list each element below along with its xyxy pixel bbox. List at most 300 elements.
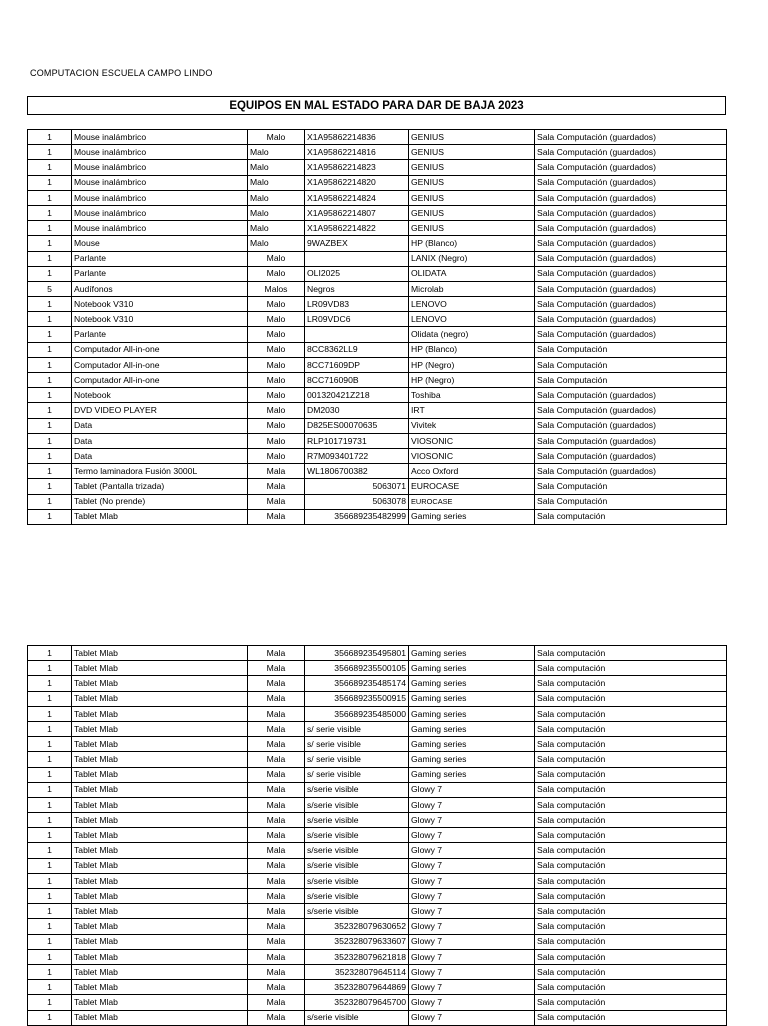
- table-row: [28, 737, 727, 752]
- description-cell: Tablet Mlab: [72, 691, 248, 706]
- description-cell: Tablet (Pantalla trizada): [72, 479, 248, 494]
- brand-cell: Toshiba: [409, 388, 535, 403]
- quantity-cell: 1: [28, 706, 72, 721]
- brand-cell: Glowy 7: [409, 858, 535, 873]
- quantity-cell: 1: [28, 403, 72, 418]
- table-row: [28, 479, 727, 494]
- brand-cell: Gaming series: [409, 691, 535, 706]
- state-cell: Malo: [248, 190, 305, 205]
- brand-cell: Gaming series: [409, 676, 535, 691]
- quantity-cell: 1: [28, 130, 72, 145]
- quantity-cell: 1: [28, 312, 72, 327]
- quantity-cell: 1: [28, 342, 72, 357]
- brand-cell: Glowy 7: [409, 873, 535, 888]
- serial-cell: X1A95862214824: [305, 190, 409, 205]
- quantity-cell: 1: [28, 433, 72, 448]
- table-row: [28, 433, 727, 448]
- location-cell: Sala Computación: [535, 479, 727, 494]
- description-cell: Mouse: [72, 236, 248, 251]
- serial-cell: 8CC71609DP: [305, 357, 409, 372]
- quantity-cell: 1: [28, 175, 72, 190]
- location-cell: Sala computación: [535, 828, 727, 843]
- quantity-cell: 1: [28, 1010, 72, 1025]
- location-cell: Sala computación: [535, 813, 727, 828]
- quantity-cell: 1: [28, 145, 72, 160]
- quantity-cell: 1: [28, 949, 72, 964]
- quantity-cell: 1: [28, 357, 72, 372]
- location-cell: Sala computación: [535, 934, 727, 949]
- state-cell: Malo: [248, 342, 305, 357]
- serial-cell: 352328079630652: [305, 919, 409, 934]
- serial-cell: X1A95862214823: [305, 160, 409, 175]
- description-cell: Tablet Mlab: [72, 752, 248, 767]
- state-cell: Malo: [248, 357, 305, 372]
- description-cell: DVD VIDEO PLAYER: [72, 403, 248, 418]
- description-cell: Tablet Mlab: [72, 721, 248, 736]
- table-row: [28, 797, 727, 812]
- description-cell: Tablet Mlab: [72, 737, 248, 752]
- quantity-cell: 1: [28, 479, 72, 494]
- description-cell: Data: [72, 433, 248, 448]
- brand-cell: Glowy 7: [409, 813, 535, 828]
- serial-cell: s/ serie visible: [305, 721, 409, 736]
- serial-cell: [305, 251, 409, 266]
- serial-cell: 8CC716090B: [305, 373, 409, 388]
- serial-cell: s/ serie visible: [305, 752, 409, 767]
- description-cell: Notebook V310: [72, 312, 248, 327]
- description-cell: Tablet Mlab: [72, 843, 248, 858]
- state-cell: Mala: [248, 479, 305, 494]
- quantity-cell: 1: [28, 767, 72, 782]
- location-cell: Sala computación: [535, 782, 727, 797]
- table-row: [28, 646, 727, 661]
- brand-cell: GENIUS: [409, 190, 535, 205]
- location-cell: Sala Computación (guardados): [535, 236, 727, 251]
- serial-cell: s/serie visible: [305, 813, 409, 828]
- table-row: [28, 1010, 727, 1025]
- state-cell: Mala: [248, 464, 305, 479]
- quantity-cell: 1: [28, 873, 72, 888]
- brand-cell: Gaming series: [409, 767, 535, 782]
- quantity-cell: 1: [28, 448, 72, 463]
- table-row: [28, 403, 727, 418]
- table-row: [28, 312, 727, 327]
- description-cell: Mouse inalámbrico: [72, 160, 248, 175]
- brand-cell: GENIUS: [409, 205, 535, 220]
- brand-cell: Gaming series: [409, 752, 535, 767]
- quantity-cell: 1: [28, 828, 72, 843]
- location-cell: Sala computación: [535, 646, 727, 661]
- quantity-cell: 1: [28, 964, 72, 979]
- state-cell: Mala: [248, 949, 305, 964]
- description-cell: Mouse inalámbrico: [72, 130, 248, 145]
- location-cell: Sala Computación (guardados): [535, 448, 727, 463]
- table-row: [28, 190, 727, 205]
- serial-cell: X1A95862214836: [305, 130, 409, 145]
- table-row: [28, 706, 727, 721]
- location-cell: Sala Computación: [535, 494, 727, 509]
- state-cell: Malo: [248, 403, 305, 418]
- location-cell: Sala Computación: [535, 342, 727, 357]
- state-cell: Malo: [248, 297, 305, 312]
- table-row: [28, 175, 727, 190]
- serial-cell: R7M093401722: [305, 448, 409, 463]
- location-cell: Sala Computación (guardados): [535, 221, 727, 236]
- state-cell: Malo: [248, 433, 305, 448]
- brand-cell: GENIUS: [409, 160, 535, 175]
- brand-cell: GENIUS: [409, 145, 535, 160]
- location-cell: Sala computación: [535, 676, 727, 691]
- table-row: [28, 858, 727, 873]
- state-cell: Mala: [248, 661, 305, 676]
- quantity-cell: 1: [28, 236, 72, 251]
- state-cell: Mala: [248, 509, 305, 524]
- table-row: [28, 130, 727, 145]
- serial-cell: X1A95862214820: [305, 175, 409, 190]
- brand-cell: Glowy 7: [409, 843, 535, 858]
- brand-cell: VIOSONIC: [409, 448, 535, 463]
- brand-cell: Gaming series: [409, 706, 535, 721]
- quantity-cell: 1: [28, 190, 72, 205]
- state-cell: Mala: [248, 797, 305, 812]
- serial-cell: 352328079633607: [305, 934, 409, 949]
- serial-cell: s/serie visible: [305, 797, 409, 812]
- table-row: [28, 964, 727, 979]
- brand-cell: Glowy 7: [409, 919, 535, 934]
- description-cell: Computador All-in-one: [72, 357, 248, 372]
- description-cell: Tablet Mlab: [72, 904, 248, 919]
- serial-cell: D825ES00070635: [305, 418, 409, 433]
- table-row: [28, 297, 727, 312]
- serial-cell: 356689235500915: [305, 691, 409, 706]
- table-row: [28, 949, 727, 964]
- state-cell: Mala: [248, 676, 305, 691]
- description-cell: Notebook V310: [72, 297, 248, 312]
- location-cell: Sala computación: [535, 964, 727, 979]
- description-cell: Computador All-in-one: [72, 342, 248, 357]
- location-cell: Sala computación: [535, 737, 727, 752]
- brand-cell: Glowy 7: [409, 797, 535, 812]
- quantity-cell: 1: [28, 995, 72, 1010]
- table-row: [28, 661, 727, 676]
- table-row: [28, 205, 727, 220]
- table-row: [28, 509, 727, 524]
- school-header: COMPUTACION ESCUELA CAMPO LINDO: [30, 68, 213, 78]
- brand-cell: Olidata (negro): [409, 327, 535, 342]
- location-cell: Sala Computación (guardados): [535, 205, 727, 220]
- brand-cell: Glowy 7: [409, 904, 535, 919]
- brand-cell: Glowy 7: [409, 934, 535, 949]
- state-cell: Mala: [248, 828, 305, 843]
- table-row: [28, 327, 727, 342]
- description-cell: Mouse inalámbrico: [72, 145, 248, 160]
- serial-cell: 352328079644869: [305, 980, 409, 995]
- location-cell: Sala Computación (guardados): [535, 297, 727, 312]
- description-cell: Computador All-in-one: [72, 373, 248, 388]
- serial-cell: s/serie visible: [305, 904, 409, 919]
- description-cell: Tablet Mlab: [72, 964, 248, 979]
- description-cell: Tablet Mlab: [72, 919, 248, 934]
- serial-cell: s/serie visible: [305, 843, 409, 858]
- table-row: [28, 251, 727, 266]
- quantity-cell: 1: [28, 889, 72, 904]
- description-cell: Tablet Mlab: [72, 1010, 248, 1025]
- brand-cell: HP (Negro): [409, 373, 535, 388]
- state-cell: Mala: [248, 813, 305, 828]
- serial-cell: X1A95862214807: [305, 205, 409, 220]
- serial-cell: s/serie visible: [305, 873, 409, 888]
- location-cell: Sala computación: [535, 858, 727, 873]
- brand-cell: Gaming series: [409, 661, 535, 676]
- description-cell: Tablet Mlab: [72, 949, 248, 964]
- brand-cell: Vivitek: [409, 418, 535, 433]
- brand-cell: HP (Blanco): [409, 236, 535, 251]
- quantity-cell: 1: [28, 221, 72, 236]
- serial-cell: s/serie visible: [305, 889, 409, 904]
- description-cell: Tablet Mlab: [72, 858, 248, 873]
- serial-cell: 5063078: [305, 494, 409, 509]
- table-row: [28, 752, 727, 767]
- quantity-cell: 1: [28, 752, 72, 767]
- location-cell: Sala Computación: [535, 357, 727, 372]
- brand-cell: Gaming series: [409, 646, 535, 661]
- location-cell: Sala computación: [535, 843, 727, 858]
- serial-cell: 9WAZBEX: [305, 236, 409, 251]
- brand-cell: GENIUS: [409, 221, 535, 236]
- table-row: [28, 721, 727, 736]
- serial-cell: DM2030: [305, 403, 409, 418]
- state-cell: Mala: [248, 934, 305, 949]
- table-row: [28, 995, 727, 1010]
- state-cell: Mala: [248, 858, 305, 873]
- description-cell: Data: [72, 448, 248, 463]
- quantity-cell: 1: [28, 205, 72, 220]
- brand-cell: EUROCASE: [409, 479, 535, 494]
- quantity-cell: 1: [28, 980, 72, 995]
- brand-cell: Glowy 7: [409, 889, 535, 904]
- table-row: [28, 221, 727, 236]
- description-cell: Tablet Mlab: [72, 873, 248, 888]
- table-row: [28, 889, 727, 904]
- state-cell: Malo: [248, 448, 305, 463]
- description-cell: Tablet Mlab: [72, 828, 248, 843]
- serial-cell: s/ serie visible: [305, 737, 409, 752]
- table-row: [28, 813, 727, 828]
- description-cell: Termo laminadora Fusión 3000L: [72, 464, 248, 479]
- serial-cell: LR09VDC6: [305, 312, 409, 327]
- description-cell: Tablet Mlab: [72, 889, 248, 904]
- serial-cell: Negros: [305, 281, 409, 296]
- description-cell: Mouse inalámbrico: [72, 190, 248, 205]
- state-cell: Mala: [248, 919, 305, 934]
- description-cell: Mouse inalámbrico: [72, 205, 248, 220]
- state-cell: Malo: [248, 145, 305, 160]
- state-cell: Malo: [248, 175, 305, 190]
- quantity-cell: 1: [28, 797, 72, 812]
- quantity-cell: 5: [28, 281, 72, 296]
- quantity-cell: 1: [28, 509, 72, 524]
- quantity-cell: 1: [28, 373, 72, 388]
- brand-cell: GENIUS: [409, 130, 535, 145]
- location-cell: Sala computación: [535, 691, 727, 706]
- table-row: [28, 934, 727, 949]
- table-row: [28, 145, 727, 160]
- brand-cell: HP (Negro): [409, 357, 535, 372]
- location-cell: Sala computación: [535, 873, 727, 888]
- brand-cell: LENOVO: [409, 312, 535, 327]
- quantity-cell: 1: [28, 297, 72, 312]
- state-cell: Mala: [248, 1010, 305, 1025]
- serial-cell: s/serie visible: [305, 1010, 409, 1025]
- serial-cell: s/serie visible: [305, 858, 409, 873]
- table-row: [28, 494, 727, 509]
- quantity-cell: 1: [28, 160, 72, 175]
- state-cell: Malo: [248, 221, 305, 236]
- location-cell: Sala computación: [535, 509, 727, 524]
- table-row: [28, 448, 727, 463]
- serial-cell: X1A95862214822: [305, 221, 409, 236]
- table-row: [28, 919, 727, 934]
- serial-cell: 356689235495801: [305, 646, 409, 661]
- location-cell: Sala Computación (guardados): [535, 130, 727, 145]
- state-cell: Mala: [248, 782, 305, 797]
- location-cell: Sala Computación (guardados): [535, 251, 727, 266]
- brand-cell: Gaming series: [409, 737, 535, 752]
- serial-cell: s/serie visible: [305, 782, 409, 797]
- location-cell: Sala computación: [535, 904, 727, 919]
- description-cell: Tablet Mlab: [72, 509, 248, 524]
- quantity-cell: 1: [28, 934, 72, 949]
- state-cell: Malo: [248, 312, 305, 327]
- description-cell: Mouse inalámbrico: [72, 175, 248, 190]
- serial-cell: 5063071: [305, 479, 409, 494]
- brand-cell: OLIDATA: [409, 266, 535, 281]
- quantity-cell: 1: [28, 676, 72, 691]
- quantity-cell: 1: [28, 691, 72, 706]
- table-row: [28, 904, 727, 919]
- table-row: [28, 767, 727, 782]
- state-cell: Malo: [248, 205, 305, 220]
- table-row: [28, 388, 727, 403]
- state-cell: Malo: [248, 388, 305, 403]
- table-row: [28, 342, 727, 357]
- description-cell: Tablet Mlab: [72, 995, 248, 1010]
- location-cell: Sala computación: [535, 1010, 727, 1025]
- inventory-table-2: [27, 645, 727, 1026]
- serial-cell: 352328079645114: [305, 964, 409, 979]
- table-row: [28, 357, 727, 372]
- state-cell: Mala: [248, 752, 305, 767]
- state-cell: Malo: [248, 327, 305, 342]
- quantity-cell: 1: [28, 721, 72, 736]
- serial-cell: [305, 327, 409, 342]
- location-cell: Sala Computación (guardados): [535, 281, 727, 296]
- state-cell: Mala: [248, 646, 305, 661]
- quantity-cell: 1: [28, 388, 72, 403]
- serial-cell: 356689235485174: [305, 676, 409, 691]
- location-cell: Sala computación: [535, 721, 727, 736]
- table-row: [28, 266, 727, 281]
- state-cell: Mala: [248, 843, 305, 858]
- description-cell: Tablet Mlab: [72, 676, 248, 691]
- state-cell: Malo: [248, 130, 305, 145]
- description-cell: Notebook: [72, 388, 248, 403]
- state-cell: Mala: [248, 737, 305, 752]
- inventory-table-1: [27, 129, 727, 525]
- location-cell: Sala Computación (guardados): [535, 312, 727, 327]
- state-cell: Mala: [248, 873, 305, 888]
- state-cell: Malo: [248, 236, 305, 251]
- description-cell: Tablet Mlab: [72, 661, 248, 676]
- table-row: [28, 236, 727, 251]
- quantity-cell: 1: [28, 858, 72, 873]
- quantity-cell: 1: [28, 813, 72, 828]
- state-cell: Malo: [248, 251, 305, 266]
- serial-cell: 352328079645700: [305, 995, 409, 1010]
- serial-cell: LR09VD83: [305, 297, 409, 312]
- brand-cell: Glowy 7: [409, 828, 535, 843]
- brand-cell: LANIX (Negro): [409, 251, 535, 266]
- serial-cell: 356689235500105: [305, 661, 409, 676]
- location-cell: Sala Computación (guardados): [535, 388, 727, 403]
- location-cell: Sala computación: [535, 661, 727, 676]
- description-cell: Tablet (No prende): [72, 494, 248, 509]
- state-cell: Mala: [248, 995, 305, 1010]
- location-cell: Sala Computación (guardados): [535, 464, 727, 479]
- quantity-cell: 1: [28, 782, 72, 797]
- quantity-cell: 1: [28, 919, 72, 934]
- table-row: [28, 160, 727, 175]
- description-cell: Tablet Mlab: [72, 980, 248, 995]
- serial-cell: 352328079621818: [305, 949, 409, 964]
- location-cell: Sala computación: [535, 919, 727, 934]
- location-cell: Sala Computación (guardados): [535, 175, 727, 190]
- brand-cell: Glowy 7: [409, 782, 535, 797]
- serial-cell: s/ serie visible: [305, 767, 409, 782]
- table-row: [28, 873, 727, 888]
- location-cell: Sala computación: [535, 752, 727, 767]
- brand-cell: Microlab: [409, 281, 535, 296]
- state-cell: Malo: [248, 266, 305, 281]
- location-cell: Sala Computación (guardados): [535, 433, 727, 448]
- quantity-cell: 1: [28, 904, 72, 919]
- table-row: [28, 418, 727, 433]
- state-cell: Malos: [248, 281, 305, 296]
- location-cell: Sala computación: [535, 706, 727, 721]
- quantity-cell: 1: [28, 327, 72, 342]
- location-cell: Sala Computación (guardados): [535, 327, 727, 342]
- table-row: [28, 782, 727, 797]
- table-row: [28, 828, 727, 843]
- location-cell: Sala Computación (guardados): [535, 190, 727, 205]
- description-cell: Tablet Mlab: [72, 813, 248, 828]
- state-cell: Mala: [248, 691, 305, 706]
- state-cell: Malo: [248, 373, 305, 388]
- description-cell: Parlante: [72, 266, 248, 281]
- quantity-cell: 1: [28, 661, 72, 676]
- description-cell: Tablet Mlab: [72, 797, 248, 812]
- brand-cell: Glowy 7: [409, 949, 535, 964]
- state-cell: Mala: [248, 964, 305, 979]
- state-cell: Mala: [248, 889, 305, 904]
- serial-cell: 356689235482999: [305, 509, 409, 524]
- table-row: [28, 843, 727, 858]
- brand-cell: EUROCASE: [409, 494, 535, 509]
- state-cell: Malo: [248, 418, 305, 433]
- state-cell: Mala: [248, 980, 305, 995]
- serial-cell: WL1806700382: [305, 464, 409, 479]
- serial-cell: 8CC8362LL9: [305, 342, 409, 357]
